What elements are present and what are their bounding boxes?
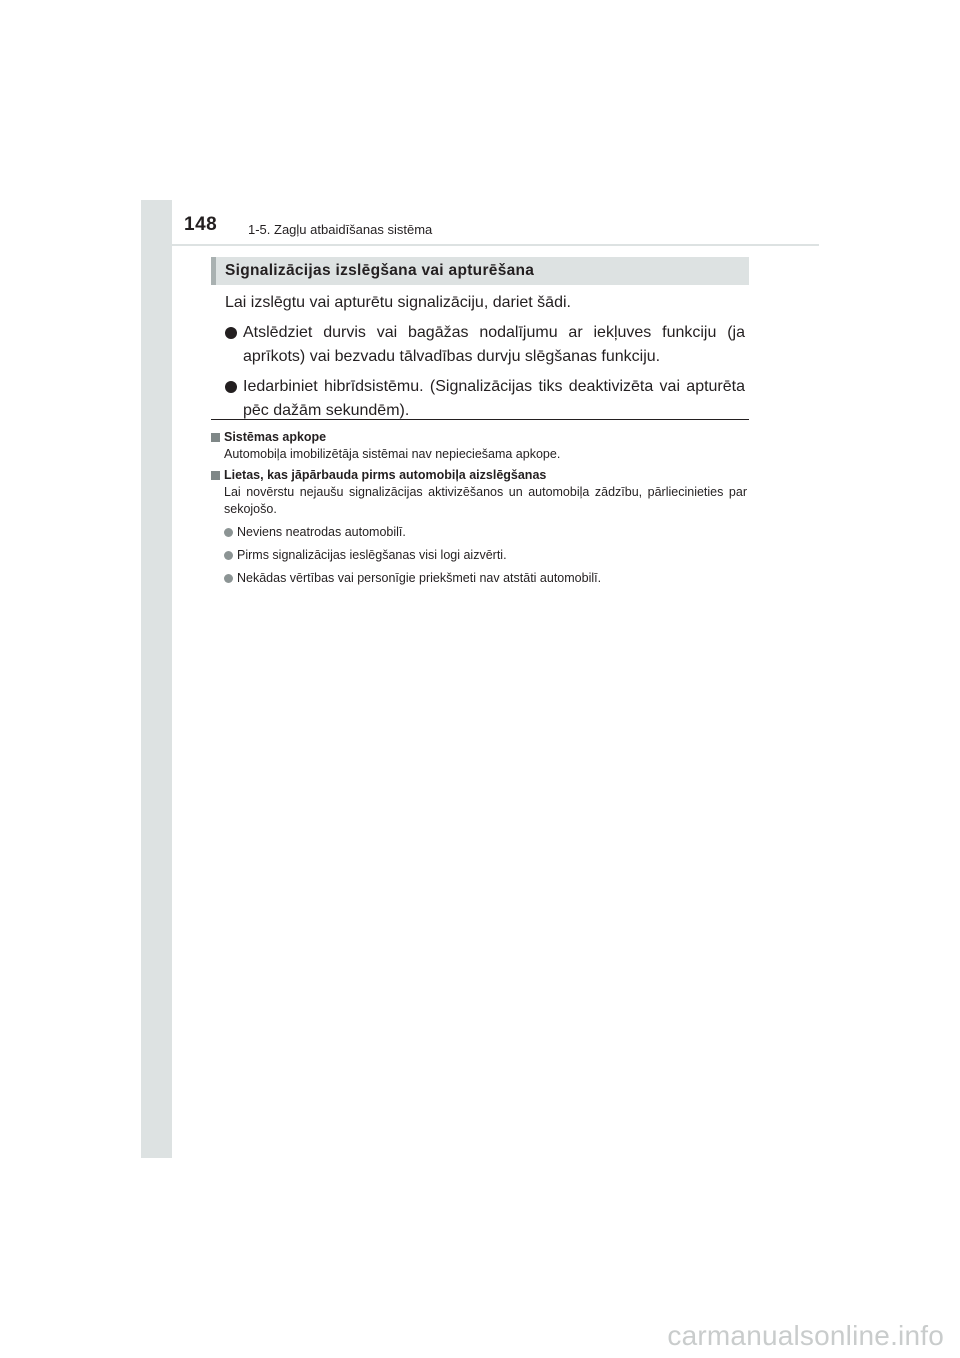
square-bullet-icon <box>211 471 220 480</box>
note-heading-text: Lietas, kas jāpārbauda pirms automobiļa aizslēgšanas <box>224 468 547 482</box>
note-heading <box>211 429 747 446</box>
side-margin-bar <box>141 200 172 1158</box>
header-rule <box>141 244 819 246</box>
note-heading <box>211 467 747 484</box>
page-number: 148 <box>184 214 218 235</box>
watermark: carmanualsonline.info <box>667 1320 944 1351</box>
note-heading-text: Sistēmas apkope <box>224 430 327 444</box>
instruction-text: Atslēdziet durvis vai bagāžas nodalījumu ar iekļuves funkciju (ja aprīkots) vai bezvadu tālvadības durvju slēgšanas funkciju. <box>243 324 745 365</box>
instruction-bullet <box>225 375 745 423</box>
instruction-text: Iedarbiniet hibrīdsistēmu. (Signalizācijas tiks deaktivizēta vai apturēta pēc dažām sekundēm). <box>243 378 745 419</box>
bullet-dot-icon <box>224 551 233 560</box>
section-path: 1-5. Zagļu atbaidīšanas sistēma <box>248 222 433 237</box>
instruction-bullet <box>225 321 745 369</box>
section-title-bar <box>211 257 749 285</box>
bullet-dot-icon <box>224 574 233 583</box>
bullet-dot-icon <box>225 327 237 339</box>
section-title: Signalizācijas izslēgšana vai apturēšana <box>225 262 535 279</box>
note-bullet-text: Pirms signalizācijas ieslēgšanas visi logi aizvērti. <box>237 548 507 562</box>
note-bullet <box>211 570 747 587</box>
bullet-dot-icon <box>224 528 233 537</box>
note-bullet-text: Neviens neatrodas automobilī. <box>237 525 406 539</box>
notes-block <box>211 429 747 591</box>
section-body <box>225 288 745 423</box>
bullet-dot-icon <box>225 381 237 393</box>
square-bullet-icon <box>211 433 220 442</box>
note-bullet <box>211 524 747 541</box>
note-text: Automobiļa imobilizētāja sistēmai nav nepieciešama apkope. <box>224 447 561 461</box>
notes-divider <box>211 419 749 420</box>
note-bullet-text: Nekādas vērtības vai personīgie priekšmeti nav atstāti automobilī. <box>237 571 602 585</box>
note-text: Lai novērstu nejaušu signalizācijas aktivizēšanos un automobiļa zādzību, pārliecinieties par sekojošo. <box>224 485 747 516</box>
section-title-accent <box>211 257 216 285</box>
note-bullet <box>211 547 747 564</box>
section-intro: Lai izslēgtu vai apturētu signalizāciju, dariet šādi. <box>225 294 571 311</box>
